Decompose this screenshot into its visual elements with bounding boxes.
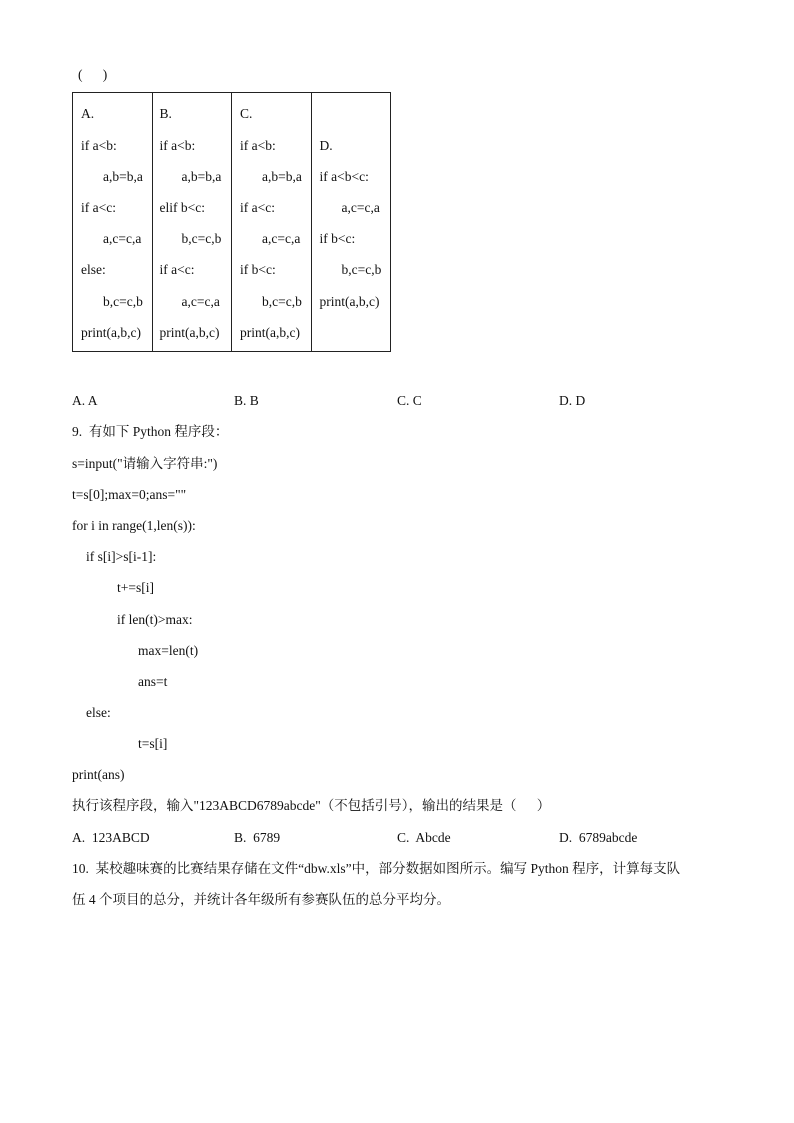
code-line: s=input("请输入字符串:") <box>72 456 218 471</box>
code-line: t+=s[i] <box>117 580 154 595</box>
q8-option-a[interactable]: A. A <box>72 393 98 408</box>
q9-question: 执行该程序段，输入"123ABCD6789abcde"（不包括引号），输出的结果是（ ） <box>72 798 551 813</box>
code-line: if a<b: <box>240 138 276 153</box>
q9-option-d[interactable]: D. 6789abcde <box>559 830 638 845</box>
option-b-cell <box>152 93 232 352</box>
options-code-table <box>72 92 391 352</box>
option-d-label: D. <box>319 138 333 153</box>
option-d-cell <box>311 93 391 352</box>
code-line: print(a,b,c) <box>159 325 220 340</box>
q10-text-line-1: 10. 某校趣味赛的比赛结果存储在文件“dbw.xls”中，部分数据如图所示。编写 Python 程序，计算每支队 <box>72 861 681 876</box>
q8-option-c[interactable]: C. C <box>397 393 422 408</box>
code-line: print(a,b,c) <box>81 325 141 340</box>
q8-option-b[interactable]: B. B <box>234 393 259 408</box>
option-a-label: A. <box>81 106 95 121</box>
code-line: a,c=c,a <box>262 231 301 246</box>
code-line: print(a,b,c) <box>319 294 380 309</box>
code-line: b,c=c,b <box>181 231 222 246</box>
code-line: if s[i]>s[i-1]: <box>86 549 157 564</box>
code-line: a,b=b,a <box>181 169 222 184</box>
code-line: print(ans) <box>72 767 125 782</box>
code-line: a,b=b,a <box>262 169 302 184</box>
code-line: if a<b: <box>81 138 117 153</box>
option-c-label: C. <box>240 106 253 121</box>
code-line: if a<b: <box>159 138 196 153</box>
code-line: a,c=c,a <box>341 200 380 215</box>
option-c-cell <box>232 93 312 352</box>
code-line: print(a,b,c) <box>240 325 300 340</box>
code-line: else: <box>86 705 111 720</box>
q10-text-line-2: 伍 4 个项目的总分，并统计各年级所有参赛队伍的总分平均分。 <box>72 892 450 907</box>
code-line: else: <box>81 262 106 277</box>
q9-stem: 9. 有如下 Python 程序段： <box>72 424 229 439</box>
code-line: if a<b<c: <box>319 169 369 184</box>
code-line: a,c=c,a <box>181 294 220 309</box>
code-line: b,c=c,b <box>103 294 143 309</box>
code-line: if b<c: <box>319 231 356 246</box>
option-a-cell <box>73 93 153 352</box>
code-line: b,c=c,b <box>341 262 382 277</box>
code-line: max=len(t) <box>138 643 199 658</box>
q9-option-a[interactable]: A. 123ABCD <box>72 830 150 845</box>
code-line: t=s[0];max=0;ans="" <box>72 487 187 502</box>
code-line: if b<c: <box>240 262 276 277</box>
code-line: a,b=b,a <box>103 169 143 184</box>
code-line: for i in range(1,len(s)): <box>72 518 196 533</box>
q9-option-c[interactable]: C. Abcde <box>397 830 451 845</box>
answer-parentheses: ( ) <box>78 67 108 82</box>
code-line: b,c=c,b <box>262 294 302 309</box>
code-line: elif b<c: <box>159 200 205 215</box>
code-line: if a<c: <box>81 200 116 215</box>
code-line: if len(t)>max: <box>117 612 193 627</box>
code-line: ans=t <box>138 674 168 689</box>
option-b-label: B. <box>159 106 172 121</box>
q9-option-b[interactable]: B. 6789 <box>234 830 281 845</box>
code-line: a,c=c,a <box>103 231 142 246</box>
code-line: t=s[i] <box>138 736 168 751</box>
code-line: if a<c: <box>159 262 195 277</box>
code-line: if a<c: <box>240 200 275 215</box>
q8-option-d[interactable]: D. D <box>559 393 586 408</box>
